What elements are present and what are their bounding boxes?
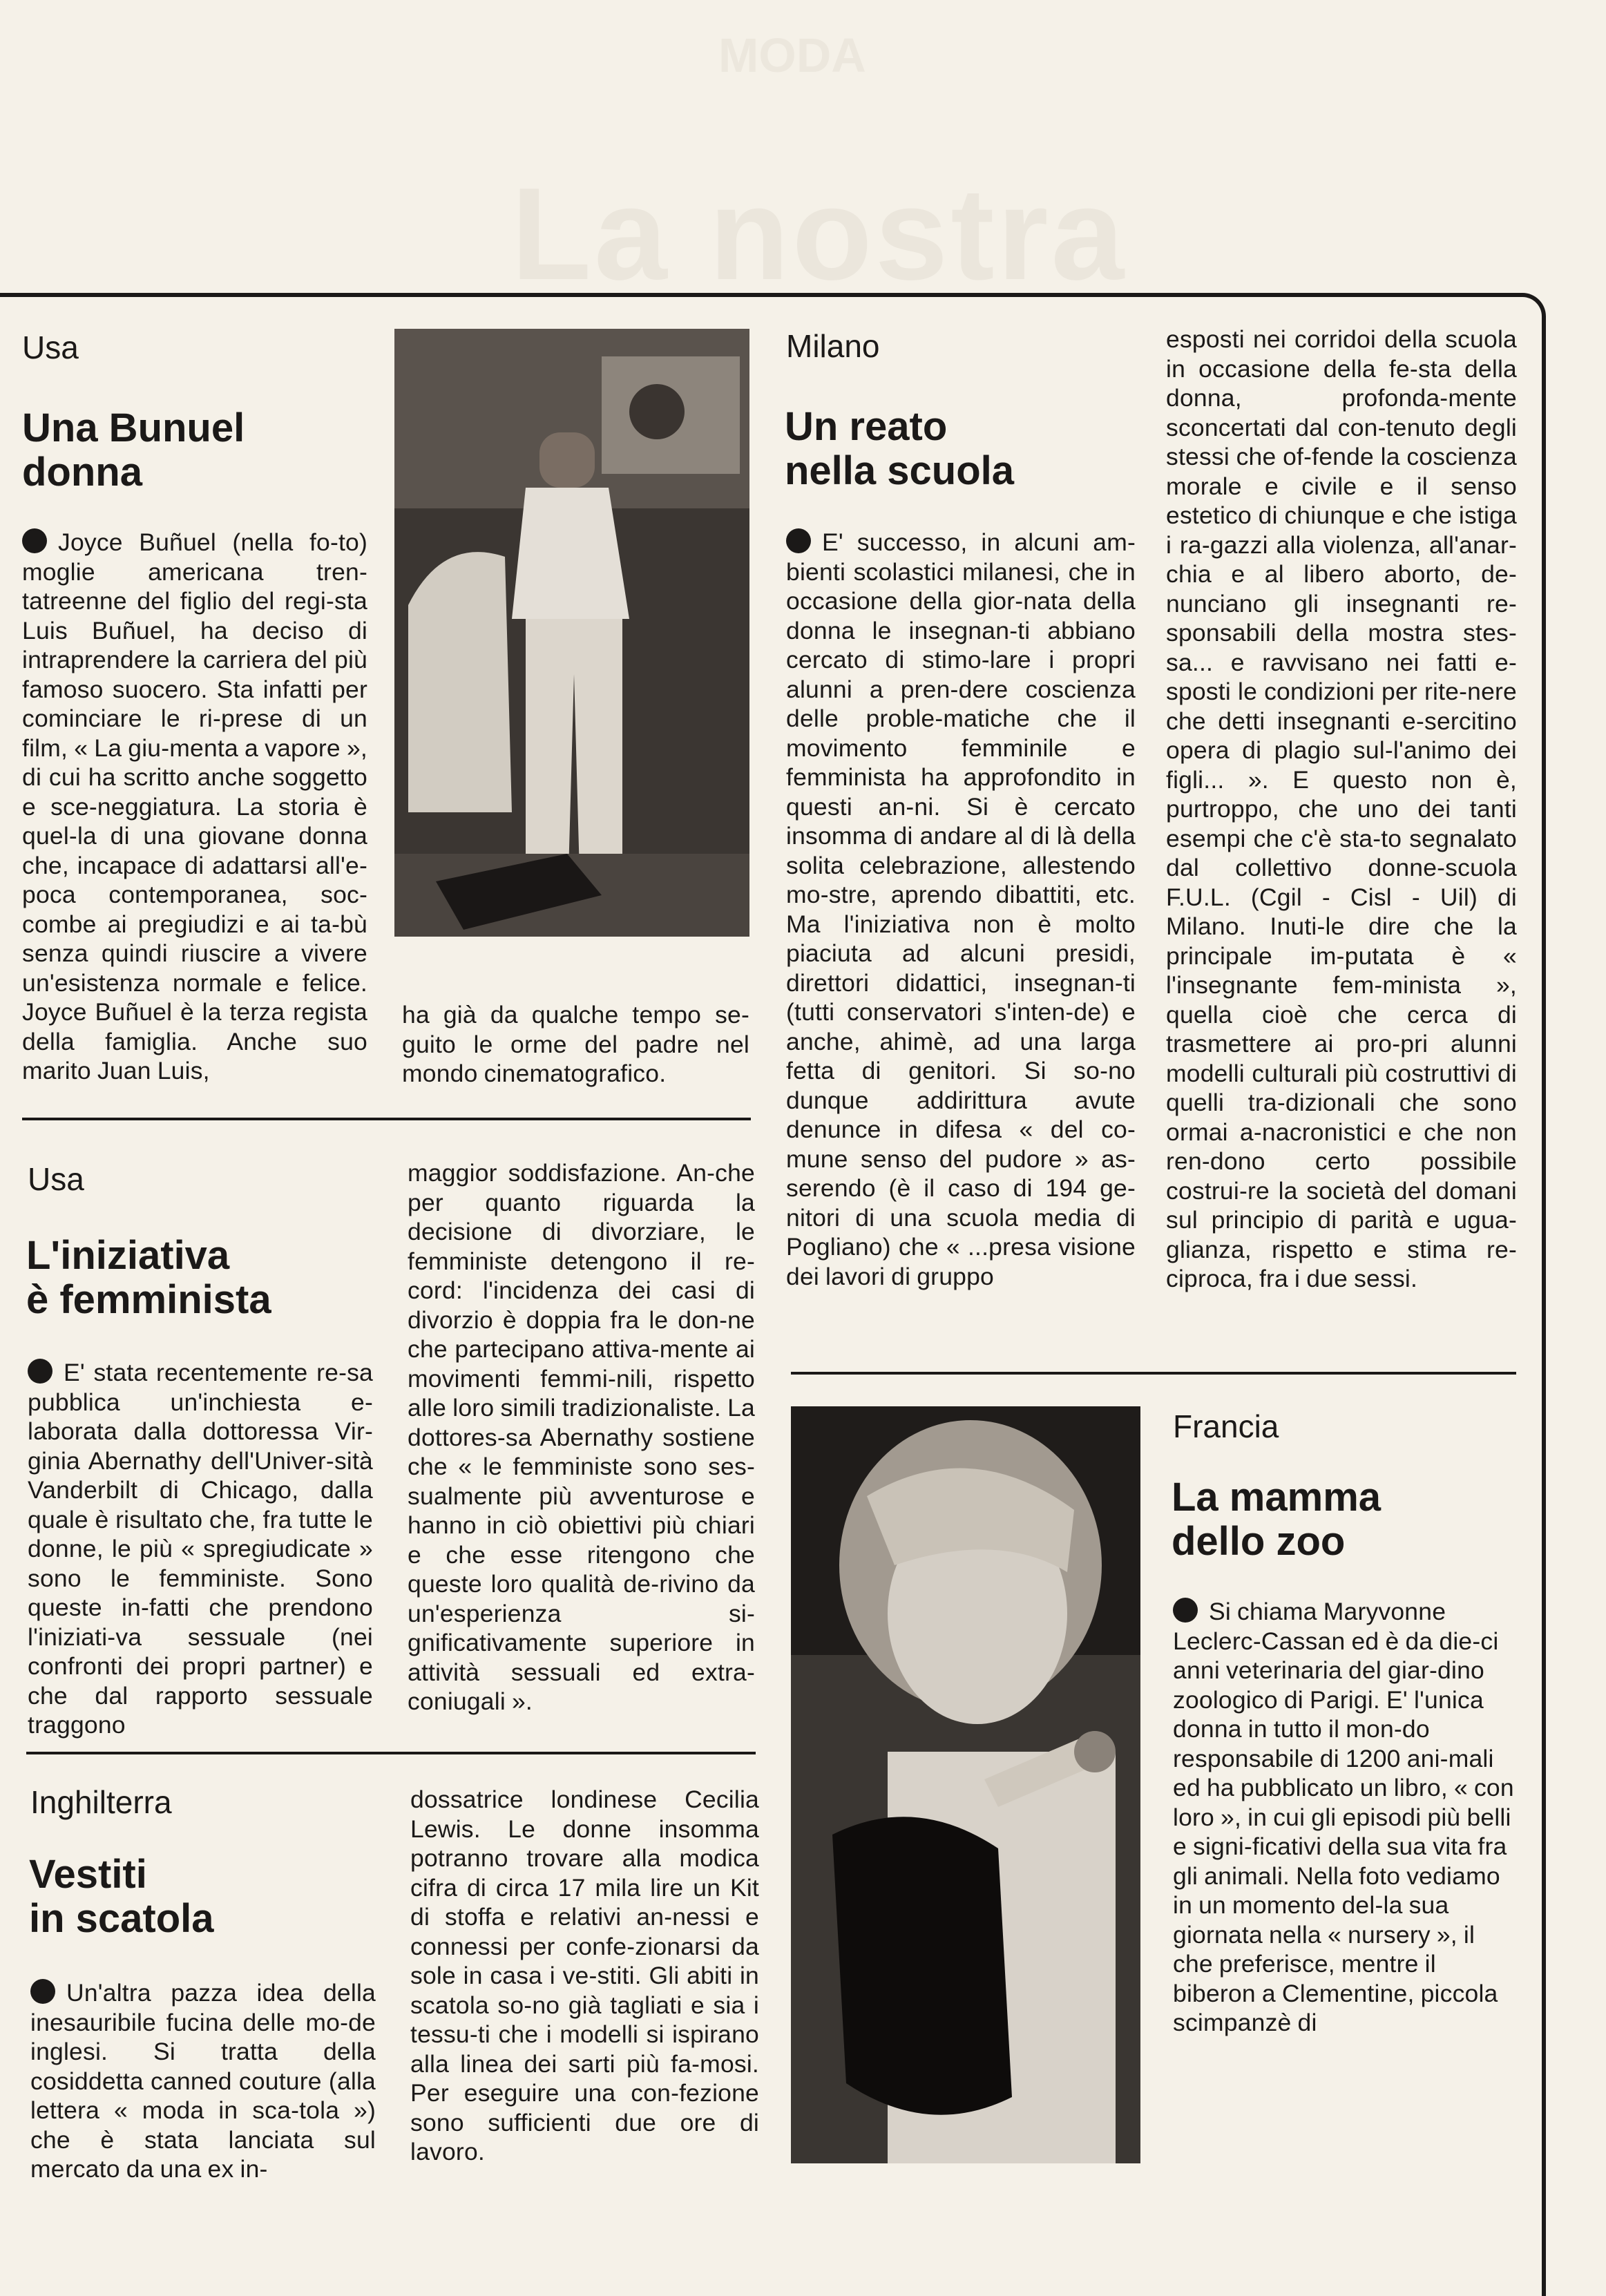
article-headline: La mamma [1172, 1475, 1382, 1520]
article-column-1 [22, 528, 367, 1086]
article-body: E' successo, in alcuni am-bienti scolastici milanesi, che in occasione della gior-nata della donna le insegnan-ti abbiano cercato di stimo-lare i propri alunni a pren-dere coscienza delle proble-matiche che il movimento femminile e femminista ha approfondito in questi an-ni. Si è cercato insomma di andare al di là della solita celebrazione, allestendo mo-stre, aprendo dibattiti, etc. Ma l'iniziativa non è molto piaciuta ad alcuni presidi, direttori didattici, insegnan-ti (tutti conservatori s'inten-de) e anche, ahimè, ad una larga fetta di genitori. Si so-no dunque addirittura avute denunce in difesa « del co-mune senso del pudore » as-serendo (è il caso di 194 ge-nitori di una scuola media di Pogliano) che « ...presa visione dei lavori di gruppo [786, 528, 1136, 1290]
article-body: Un'altra pazza idea della inesauribile fucina delle mo-de inglesi. Si tratta della cosiddetta canned couture (alla lettera « moda in sca-tola ») che è stata lanciata sul mercato da una ex in- [30, 1979, 376, 2183]
article-body: E' stata recentemente re-sa pubblica un'inchiesta e-laborata dalla dottoressa Vir-ginia Abernathy dell'Univer-sità Vanderbilt di Chicago, dalla quale è risultato che, fra tutte le donne, le più « spregiudicate » sono le femministe. Sono queste in-fatti che prendono l'iniziati-va sessuale (nei confronti dei propri partner) e che dal rapporto sessuale traggono [28, 1359, 373, 1739]
article-headline-line2: dello zoo [1172, 1519, 1346, 1564]
article-column-2: ha già da qualche tempo se-guito le orme del padre nel mondo cinematografico. [402, 1001, 749, 1087]
bullet-icon [28, 1359, 52, 1384]
article-headline: L'iniziativa [26, 1233, 230, 1278]
article-column-2: maggior soddisfazione. An-che per quanto riguarda la decisione di divorziare, le femministe detengono il re-cord: l'incidenza dei casi di divorzio è doppia fra le don-ne che partecipano attiva-mente ai movimenti femmi-nili, rispetto alle loro simili tradizionaliste. La dottores-sa Abernathy sostiene che « le femministe sono ses-sualmente più avventurose e hanno in ciò obiettivi più chiari e che esse ritengono che queste loro qualità de-rivino da un'esperienza si-gnificativamente superiore in attività sessuali ed extra-coniugali ». [408, 1159, 755, 1715]
article-headline-line2: è femminista [26, 1277, 271, 1322]
article-place: Francia [1173, 1408, 1279, 1444]
section-divider [22, 1118, 751, 1120]
portrait-illustration [791, 1406, 1140, 2163]
article-headline-line2: donna [22, 450, 142, 495]
photo-maryvonne [791, 1406, 1140, 2163]
ghost-header-title: La nostra [511, 161, 1127, 307]
article-headline: Una Bunuel [22, 405, 245, 450]
bullet-icon [30, 1979, 55, 2004]
article-column-1 [786, 528, 1136, 1291]
article-body: Joyce Buñuel (nella fo-to) moglie americana tren-tatreenne del figlio del regi-sta Luis Buñuel, ha deciso di intraprendere la carriera del più famoso suocero. Sta infatti per cominciare le ri-prese di un film, « La giu-menta a vapore », di cui ha scritto anche soggetto e sce-neggiatura. La storia è quel-la di una giovane donna che, incapace di adattarsi all'e-poca contemporanea, soc-combe ai pregiudizi e ai ta-bù senza quindi riuscire a vivere un'esistenza normale e felice. Joyce Buñuel è la terza regista della famiglia. Anche suo marito Juan Luis, [22, 528, 367, 1084]
article-headline-line2: nella scuola [785, 448, 1015, 493]
ghost-header-small: MODA [718, 28, 866, 82]
article-place: Usa [28, 1161, 84, 1197]
article-place: Inghilterra [30, 1784, 172, 1820]
article-body: Si chiama Maryvonne Leclerc-Cassan ed è da die-ci anni veterinaria del giar-dino zoologico di Parigi. E' l'unica donna in tutto il mon-do responsabile di 1200 ani-mali ed ha pubblicato un libro, « con loro », in cui gli episodi più belli e signi-ficativi della sua vita fra gli animali. Nella foto vediamo in un momento del-la sua giornata nella « nursery », il che preferisce, mentre il biberon a Clementine, piccola scimpanzè di [1173, 1598, 1514, 2036]
article-place: Milano [786, 328, 880, 364]
article-headline-line2: in scatola [29, 1896, 214, 1941]
photo-joyce-bunuel [394, 329, 749, 937]
article-column [1173, 1597, 1517, 2038]
bullet-icon [1173, 1598, 1198, 1623]
bullet-icon [786, 528, 811, 553]
article-place: Usa [22, 329, 79, 365]
article-column-2: dossatrice londinese Cecilia Lewis. Le donne insomma potranno trovare alla modica cifra di circa 17 mila lire un Kit di stoffa e relativi an-nessi e connessi per confe-zionarsi da sole in casa i ve-stiti. Gli abiti in scatola so-no già tagliati e sia i tessu-ti che i modelli si ispirano alla linea dei sarti più fa-mosi. Per eseguire una con-fezione sono sufficienti due ore di lavoro. [410, 1786, 759, 2165]
portrait-illustration [394, 329, 749, 937]
bullet-icon [22, 528, 47, 553]
article-column-1 [30, 1978, 376, 2184]
section-divider [791, 1372, 1516, 1375]
article-column-2: esposti nei corridoi della scuola in occasione della fe-sta della donna, profonda-mente sconcertati dal con-tenuto degli stessi che of-fende la coscienza morale e civile e il senso estetico di chiunque e che istiga i ra-gazzi alla violenza, all'anar-chia e al libero aborto, de-nunciano gli insegnanti re-sponsabili della mostra stes-sa... e ravvisano nei fatti e-sposti le condizioni per rite-nere che detti insegnanti e-sercitino opera di plagio sul-l'animo dei figli... ». E questo non è, purtroppo, che uno dei tanti esempi che c'è sta-to segnalato dal collettivo donne-scuola F.U.L. (Cgil - Cisl - Uil) di Milano. Inuti-le dire che la principale im-putata è « l'insegnante fem-minista », quella cioè che cerca di trasmettere ai pro-pri alunni modelli culturali più costruttivi di quelli tra-dizionali che sono ormai a-nacronistici e che non ren-dono certo possibile costrui-re la società del domani sul principio di parità e ugua-glianza, rispetto e stima re-ciproca, fra i due sessi. [1166, 325, 1517, 1292]
article-headline: Un reato [785, 404, 948, 449]
article-column-1 [28, 1358, 373, 1740]
section-divider [26, 1752, 756, 1754]
article-headline: Vestiti [29, 1852, 147, 1897]
